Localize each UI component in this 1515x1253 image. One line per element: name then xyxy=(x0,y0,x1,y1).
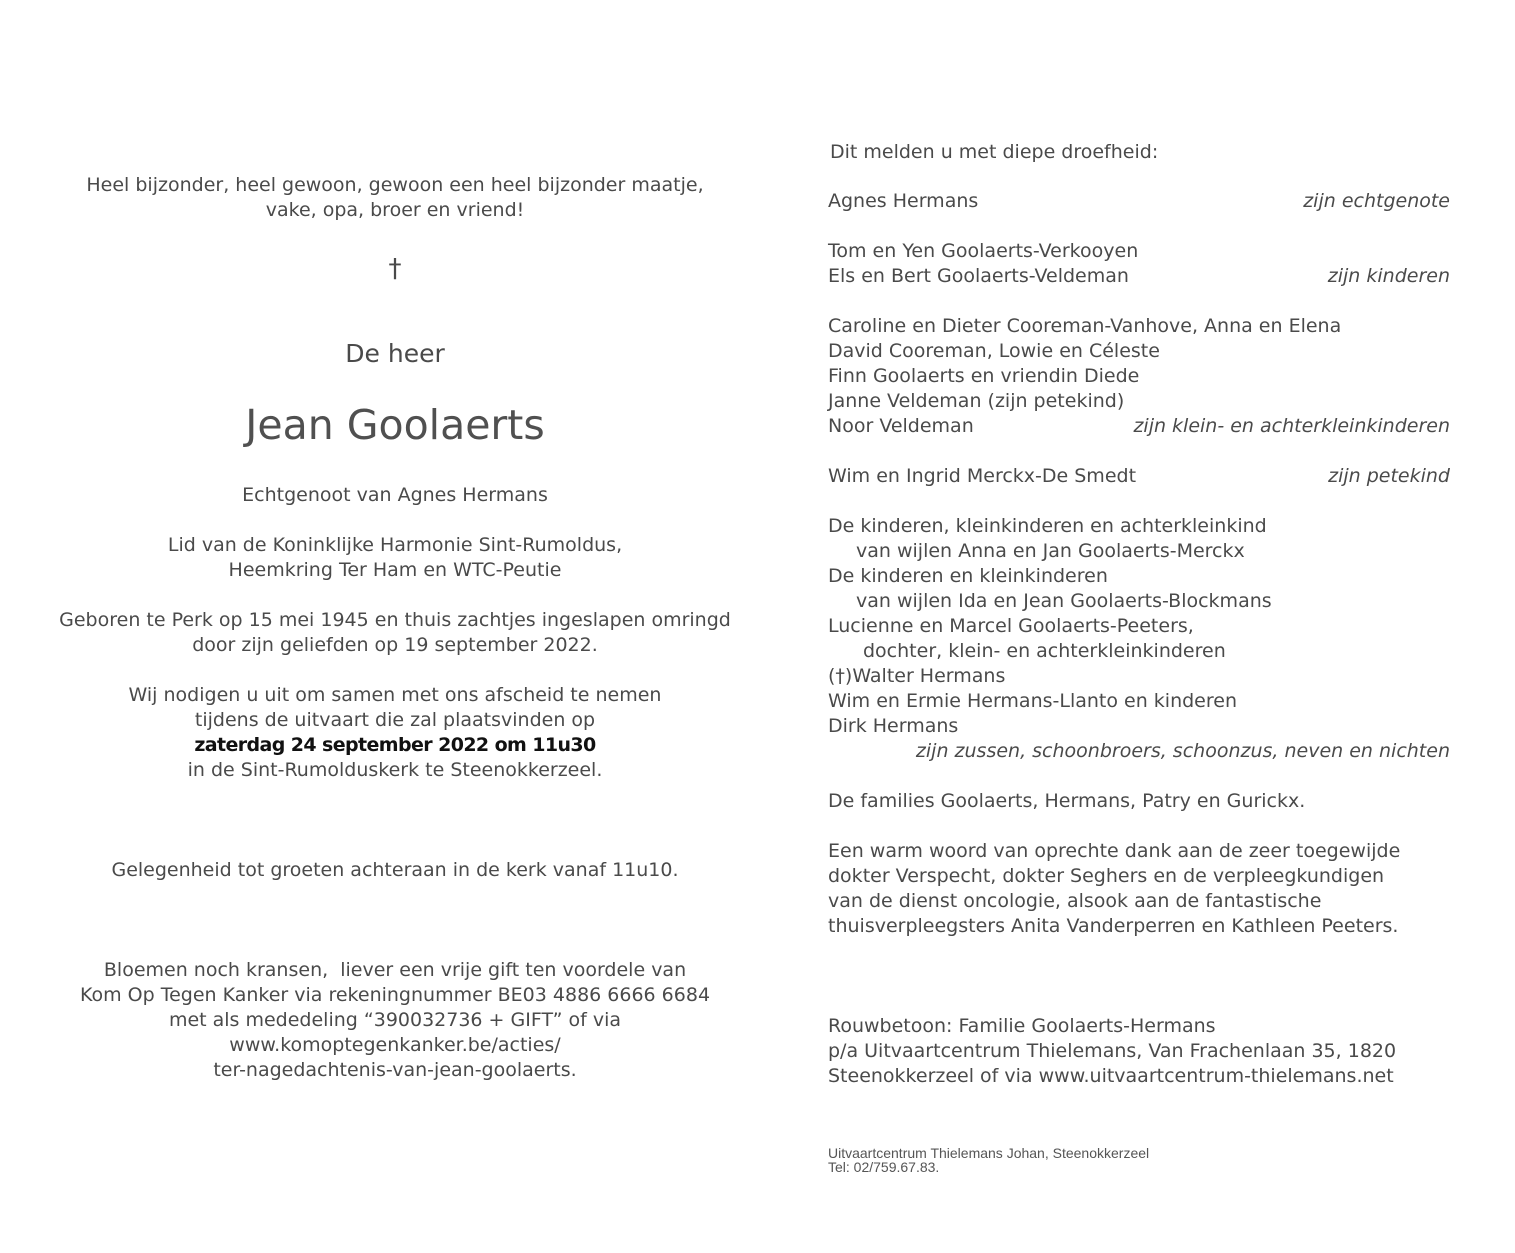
birth-death-line: door zijn geliefden op 19 september 2022. xyxy=(192,634,598,656)
membership-text xyxy=(30,533,760,583)
intro-text xyxy=(30,173,760,223)
membership-line: Lid van de Koninklijke Harmonie Sint-Rumoldus, xyxy=(167,534,623,556)
thanks-line: thuisverpleegsters Anita Vanderperren en Kathleen Peeters. xyxy=(828,915,1399,937)
condolence-row xyxy=(828,1039,1450,1064)
donation-text xyxy=(30,958,760,1083)
birth-death-text xyxy=(30,608,760,658)
sibling-text: Lucienne en Marcel Goolaerts-Peeters, xyxy=(828,615,1194,637)
spouse-name: Agnes Hermans xyxy=(828,190,979,212)
donation-url-line: www.komoptegenkanker.be/acties/ xyxy=(229,1034,561,1056)
donation-url-line: ter-nagedachtenis-van-jean-goolaerts. xyxy=(213,1059,577,1081)
membership-line: Heemkring Ter Ham en WTC-Peutie xyxy=(228,559,562,581)
thanks-row xyxy=(828,889,1450,914)
invitation-line: tijdens de uitvaart die zal plaatsvinden op xyxy=(194,709,596,731)
deceased-name: Jean Goolaerts xyxy=(245,401,545,449)
sibling-row xyxy=(828,614,1450,639)
sibling-row xyxy=(828,639,1450,664)
sibling-row xyxy=(828,589,1450,614)
announcement-heading xyxy=(828,140,1450,165)
godchild-row xyxy=(828,464,1450,489)
funeral-location: in de Sint-Rumolduskerk te Steenokkerzeel. xyxy=(187,759,603,781)
grandchild-row xyxy=(828,389,1450,414)
grandchild-row xyxy=(828,314,1450,339)
thanks-line: dokter Verspecht, dokter Seghers en de verpleegkundigen xyxy=(828,865,1385,887)
grandchild-name: Caroline en Dieter Cooreman-Vanhove, Anna en Elena xyxy=(828,315,1342,337)
sibling-text: Wim en Ermie Hermans-Llanto en kinderen xyxy=(828,690,1238,712)
thanks-line: Een warm woord van oprechte dank aan de zeer toegewijde xyxy=(828,840,1401,862)
child-row xyxy=(828,264,1450,289)
grandchild-name: Finn Goolaerts en vriendin Diede xyxy=(828,365,1140,387)
sibling-text: van wijlen Ida en Jean Goolaerts-Blockmans xyxy=(856,590,1272,612)
condolence-row xyxy=(828,1014,1450,1039)
honorific: De heer xyxy=(345,339,445,368)
sibling-text: dochter, klein- en achterkleinkinderen xyxy=(863,640,1226,662)
invitation-line: Wij nodigen u uit om samen met ons afscheid te nemen xyxy=(128,684,662,706)
funeral-home-name: Uitvaartcentrum Thielemans Johan, Steenokkerzeel xyxy=(828,1145,1150,1161)
donation-line: Bloemen noch kransen, liever een vrije gift ten voordele van xyxy=(103,959,687,981)
siblings-role: zijn zussen, schoonbroers, schoonzus, neven en nichten xyxy=(915,740,1450,762)
spouse-text: Echtgenoot van Agnes Hermans xyxy=(242,484,548,506)
sibling-row xyxy=(828,714,1450,739)
funeral-invitation xyxy=(30,683,760,783)
sibling-row xyxy=(828,689,1450,714)
grandchild-row xyxy=(828,414,1450,439)
families-text: De families Goolaerts, Hermans, Patry en Gurickx. xyxy=(828,790,1306,812)
donation-line: Kom Op Tegen Kanker via rekeningnummer BE03 4886 6666 6684 xyxy=(79,984,711,1006)
grandchild-row xyxy=(828,364,1450,389)
condolence-line: p/a Uitvaartcentrum Thielemans, Van Frachenlaan 35, 1820 xyxy=(828,1040,1397,1062)
donation-line: met als mededeling “390032736 + GIFT” of via xyxy=(168,1009,622,1031)
funeral-date: zaterdag 24 september 2022 om 11u30 xyxy=(194,734,596,756)
funeral-home-footer xyxy=(828,1146,1149,1174)
greeting-text: Gelegenheid tot groeten achteraan in de kerk vanaf 11u10. xyxy=(111,859,679,881)
sibling-text: (†)Walter Hermans xyxy=(828,665,1006,687)
thanks-line: van de dienst oncologie, alsook aan de fantastische xyxy=(828,890,1322,912)
sibling-row xyxy=(828,539,1450,564)
cross-icon: † xyxy=(388,254,402,284)
grandchildren-role: zijn klein- en achterkleinkinderen xyxy=(1133,415,1450,437)
siblings-role-row xyxy=(828,739,1450,764)
child-row xyxy=(828,239,1450,264)
child-name: Els en Bert Goolaerts-Veldeman xyxy=(828,265,1129,287)
child-name: Tom en Yen Goolaerts-Verkooyen xyxy=(828,240,1139,262)
thanks-row xyxy=(828,864,1450,889)
godchild-name: Wim en Ingrid Merckx-De Smedt xyxy=(828,465,1137,487)
grandchild-name: David Cooreman, Lowie en Céleste xyxy=(828,340,1160,362)
sibling-row xyxy=(828,564,1450,589)
godchild-role: zijn petekind xyxy=(1328,465,1450,487)
sibling-text: Dirk Hermans xyxy=(828,715,959,737)
thanks-row xyxy=(828,914,1450,939)
condolence-row xyxy=(828,1064,1450,1089)
sibling-row xyxy=(828,514,1450,539)
families-row xyxy=(828,789,1450,814)
children-role: zijn kinderen xyxy=(1327,265,1450,287)
spouse-row xyxy=(828,189,1450,214)
sibling-text: De kinderen, kleinkinderen en achterkleinkind xyxy=(828,515,1267,537)
sibling-text: van wijlen Anna en Jan Goolaerts-Merckx xyxy=(856,540,1245,562)
heading-text: Dit melden u met diepe droefheid: xyxy=(830,141,1159,163)
thanks-row xyxy=(828,839,1450,864)
intro-line: Heel bijzonder, heel gewoon, gewoon een heel bijzonder maatje, xyxy=(86,174,704,196)
sibling-row xyxy=(828,664,1450,689)
grandchild-row xyxy=(828,339,1450,364)
spouse-role: zijn echtgenote xyxy=(1303,190,1450,212)
condolence-line: Steenokkerzeel of via www.uitvaartcentrum-thielemans.net xyxy=(828,1065,1394,1087)
funeral-home-phone: Tel: 02/759.67.83. xyxy=(828,1159,940,1175)
sibling-text: De kinderen en kleinkinderen xyxy=(828,565,1108,587)
birth-death-line: Geboren te Perk op 15 mei 1945 en thuis zachtjes ingeslapen omringd xyxy=(59,609,731,631)
intro-line: vake, opa, broer en vriend! xyxy=(265,199,525,221)
grandchild-name: Janne Veldeman (zijn petekind) xyxy=(828,390,1125,412)
condolence-line: Rouwbetoon: Familie Goolaerts-Hermans xyxy=(828,1015,1216,1037)
grandchild-name: Noor Veldeman xyxy=(828,415,974,437)
